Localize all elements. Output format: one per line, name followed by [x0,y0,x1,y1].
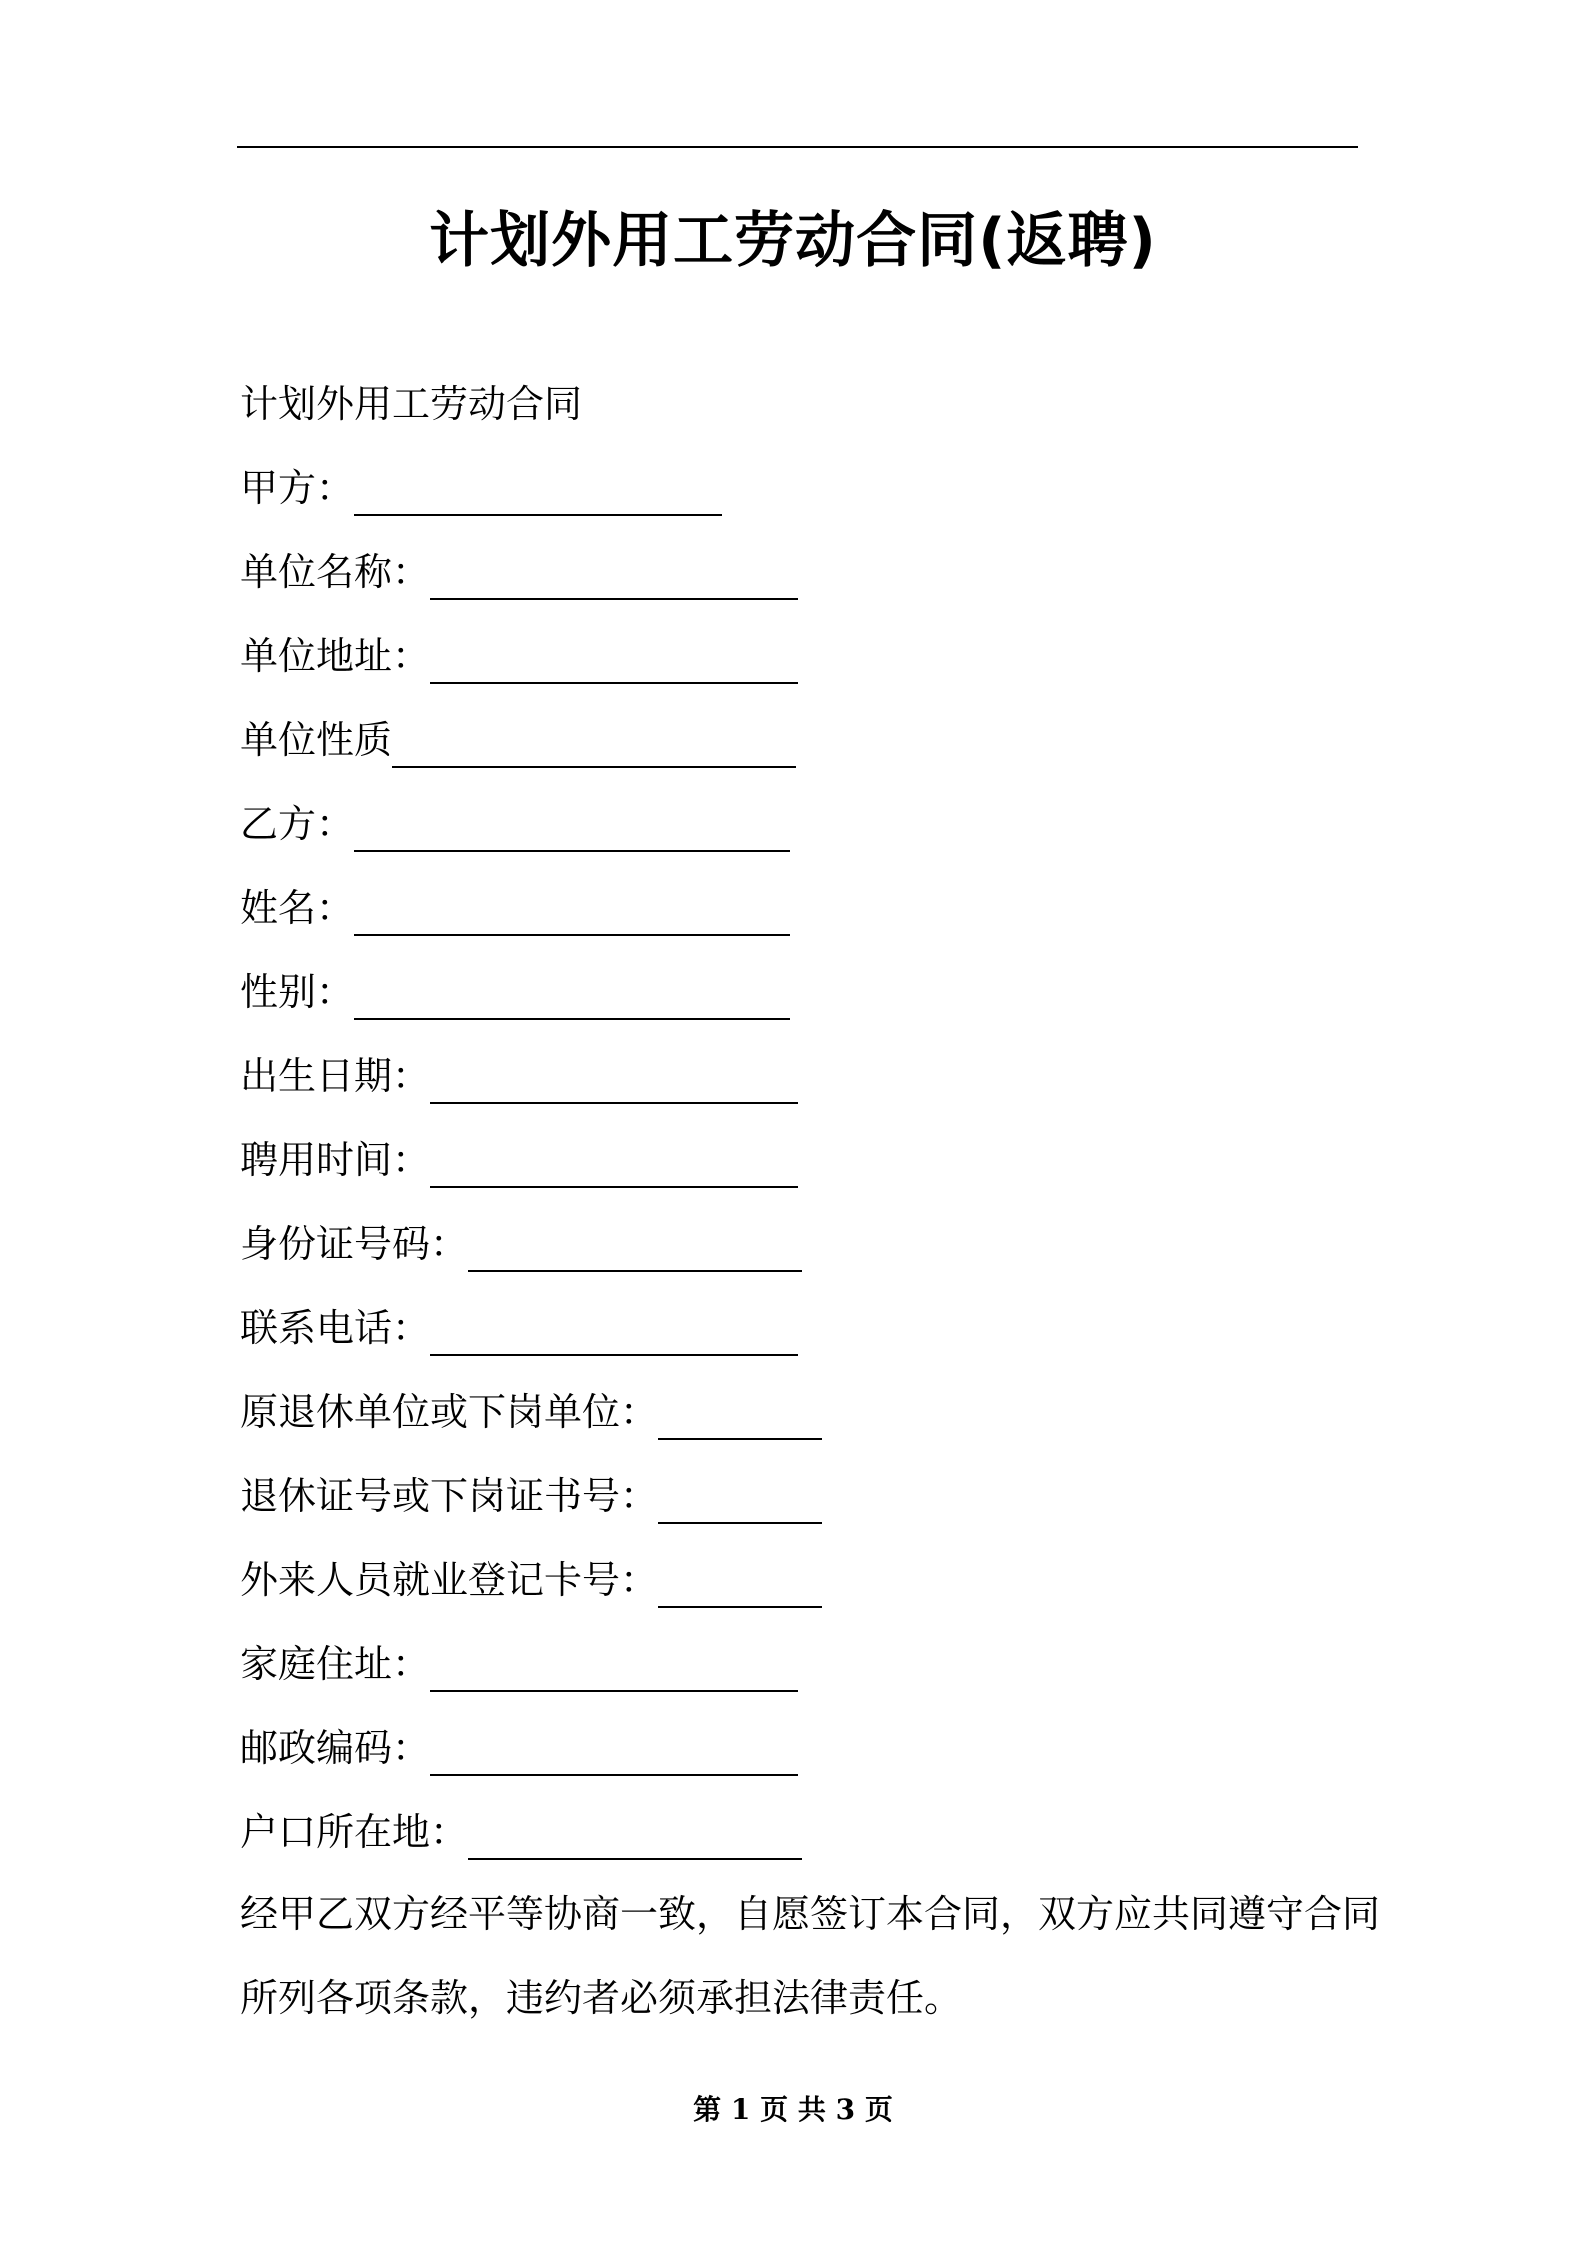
blank-line[interactable] [658,1474,822,1524]
field-label: 身份证号码： [240,1222,469,1266]
blank-line[interactable] [468,1810,802,1860]
field-label: 单位性质 [240,718,393,762]
field-label: 外来人员就业登记卡号： [240,1558,659,1602]
page-number-footer: 第 1 页 共 3 页 [693,2093,893,2126]
field-unit-nature [240,712,796,768]
field-retirement-cert [240,1468,822,1524]
field-unit-address [240,628,798,684]
field-label: 性别： [240,970,355,1014]
field-home-address [240,1636,798,1692]
field-party-a [240,460,722,516]
field-label: 甲方： [240,466,355,510]
field-label: 单位地址： [240,634,431,678]
blank-line[interactable] [658,1390,822,1440]
field-household-registration [240,1804,802,1860]
document-title: 计划外用工劳动合同(返聘) [429,206,1157,276]
field-postal-code [240,1720,798,1776]
field-former-employer [240,1384,822,1440]
blank-line[interactable] [354,802,790,852]
field-name [240,880,790,936]
field-phone [240,1300,798,1356]
blank-line[interactable] [354,886,790,936]
field-id-number [240,1216,802,1272]
blank-line[interactable] [430,1054,798,1104]
field-birth-date [240,1048,798,1104]
field-label: 联系电话： [240,1306,431,1350]
agreement-paragraph-line-2: 所列各项条款，违约者必须承担法律责任。 [240,1976,963,2020]
blank-line[interactable] [354,970,790,1020]
blank-line[interactable] [392,718,796,768]
field-label: 姓名： [240,886,355,930]
field-employment-card [240,1552,822,1608]
field-unit-name [240,544,798,600]
field-employment-time [240,1132,798,1188]
blank-line[interactable] [430,634,798,684]
field-label: 家庭住址： [240,1642,431,1686]
blank-line[interactable] [430,1642,798,1692]
field-label: 退休证号或下岗证书号： [240,1474,659,1518]
field-label: 出生日期： [240,1054,431,1098]
field-party-b [240,796,790,852]
contract-subtitle: 计划外用工劳动合同 [240,382,583,426]
field-gender [240,964,790,1020]
field-label: 邮政编码： [240,1726,431,1770]
blank-line[interactable] [430,1138,798,1188]
field-label: 聘用时间： [240,1138,431,1182]
field-label: 户口所在地： [240,1810,469,1854]
blank-line[interactable] [468,1222,802,1272]
blank-line[interactable] [658,1558,822,1608]
blank-line[interactable] [354,466,722,516]
blank-line[interactable] [430,1306,798,1356]
header-rule [237,146,1358,148]
blank-line[interactable] [430,1726,798,1776]
agreement-paragraph-line-1: 经甲乙双方经平等协商一致，自愿签订本合同，双方应共同遵守合同 [240,1892,1381,1936]
field-label: 原退休单位或下岗单位： [240,1390,659,1434]
field-label: 单位名称： [240,550,431,594]
blank-line[interactable] [430,550,798,600]
field-label: 乙方： [240,802,355,846]
